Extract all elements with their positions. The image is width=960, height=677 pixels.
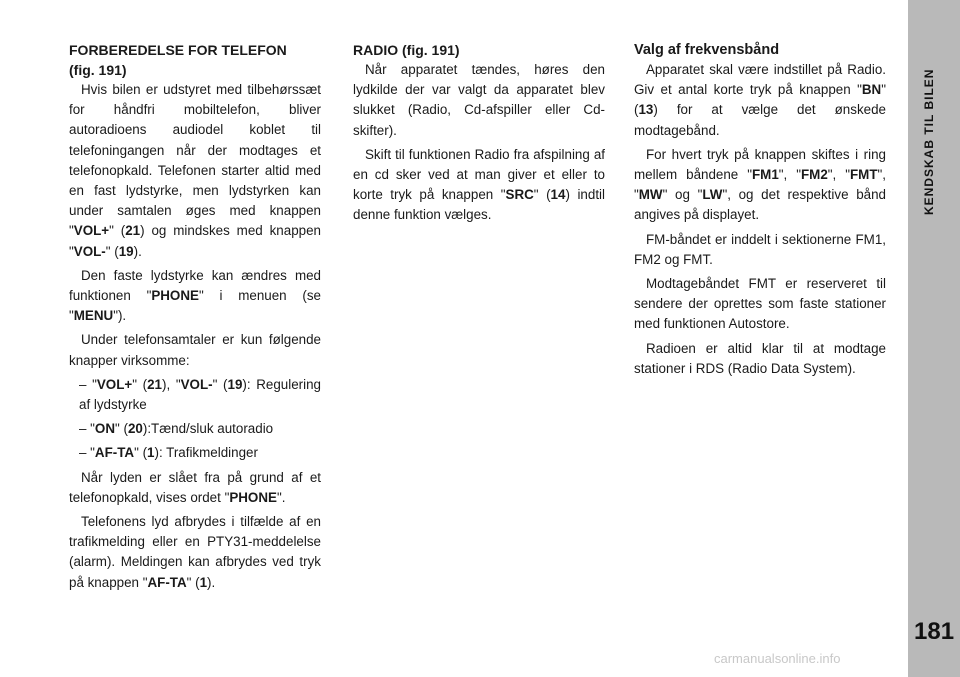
list-item: – "AF-TA" (1): Trafikmeldinger (79, 445, 258, 461)
paragraph: Når apparatet tændes, høres den lydkilde der var valgt da apparatet blev slukket (Radio, Cd-afspiller eller Cd-skifter). (353, 62, 605, 138)
key-vol-plus: VOL+ (73, 223, 110, 239)
paragraph: FM-båndet er inddelt i sektionerne FM1, FM2 og FMT. (634, 231, 886, 267)
key-phone: PHONE (151, 288, 199, 304)
paragraph: Under telefonsamtaler er kun følgende knapper virksomme: (69, 332, 321, 368)
key-src: SRC (505, 187, 534, 203)
key-menu: MENU (73, 308, 114, 324)
watermark-text: carmanualsonline.info (714, 651, 841, 666)
key-bn: BN (861, 82, 882, 98)
heading-line: FORBEREDELSE FOR TELEFON (69, 42, 287, 58)
heading-fig-ref: (fig. 191) (69, 62, 127, 78)
column-telephone (69, 40, 321, 597)
paragraph: Den faste lydstyrke kan ændres med funktionen "PHONE" i menuen (se "MENU"). (69, 267, 321, 324)
heading-telephone (69, 40, 321, 80)
paragraph: Når lyden er slået fra på grund af et telefonopkald, vises ordet "PHONE". (69, 469, 321, 505)
paragraph: For hvert tryk på knappen skiftes i ring mellem båndene "FM1", "FM2", "FMT", "MW" og "LW", og det respektive bånd angives på displayet. (634, 146, 886, 223)
column-radio (353, 40, 605, 230)
list-item: – "VOL+" (21), "VOL-" (19): Regulering af lydstyrke (79, 376, 322, 413)
heading-band: Valg af frekvensbånd (634, 42, 780, 58)
paragraph: Apparatet skal være indstillet på Radio. Giv et antal korte tryk på knappen "BN" (13) for at vælge det ønskede modtagebånd. (634, 62, 886, 138)
column-band (634, 40, 886, 383)
page-number: 181 (914, 618, 955, 645)
paragraph: Radioen er altid klar til at modtage stationer i RDS (Radio Data System). (634, 340, 886, 376)
paragraph: Skift til funktionen Radio fra afspilning af en cd sker ved at man giver et eller to korte tryk på knappen "SRC" (14) indtil denne funktion vælges. (353, 146, 605, 223)
paragraph: Hvis bilen er udstyret med tilbehørssæt for håndfri mobiltelefon, bliver autoradioens audiodel koblet til telefoningangen når der modtages et telefonopkald. Telefonen starter altid med en fast lydstyrke, men lydstyrken kan under samtalen øges med knappen "VOL+" (21) og mindskes med knappen "VOL-" (19). (69, 82, 321, 259)
paragraph: Telefonens lyd afbrydes i tilfælde af en trafikmelding eller en PTY31-meddelelse (alarm). Meldingen kan afbrydes ved tryk på knappen "AF-TA" (1). (69, 514, 321, 590)
paragraph: Modtagebåndet FMT er reserveret til sendere der oprettes som faste stationer med funktionen Autostore. (634, 276, 886, 332)
section-title: KENDSKAB TIL BILEN (922, 68, 936, 215)
list-item: – "ON" (20):Tænd/sluk autoradio (79, 421, 274, 437)
key-vol-minus: VOL- (73, 243, 106, 259)
heading-radio: RADIO (fig. 191) (353, 42, 460, 58)
